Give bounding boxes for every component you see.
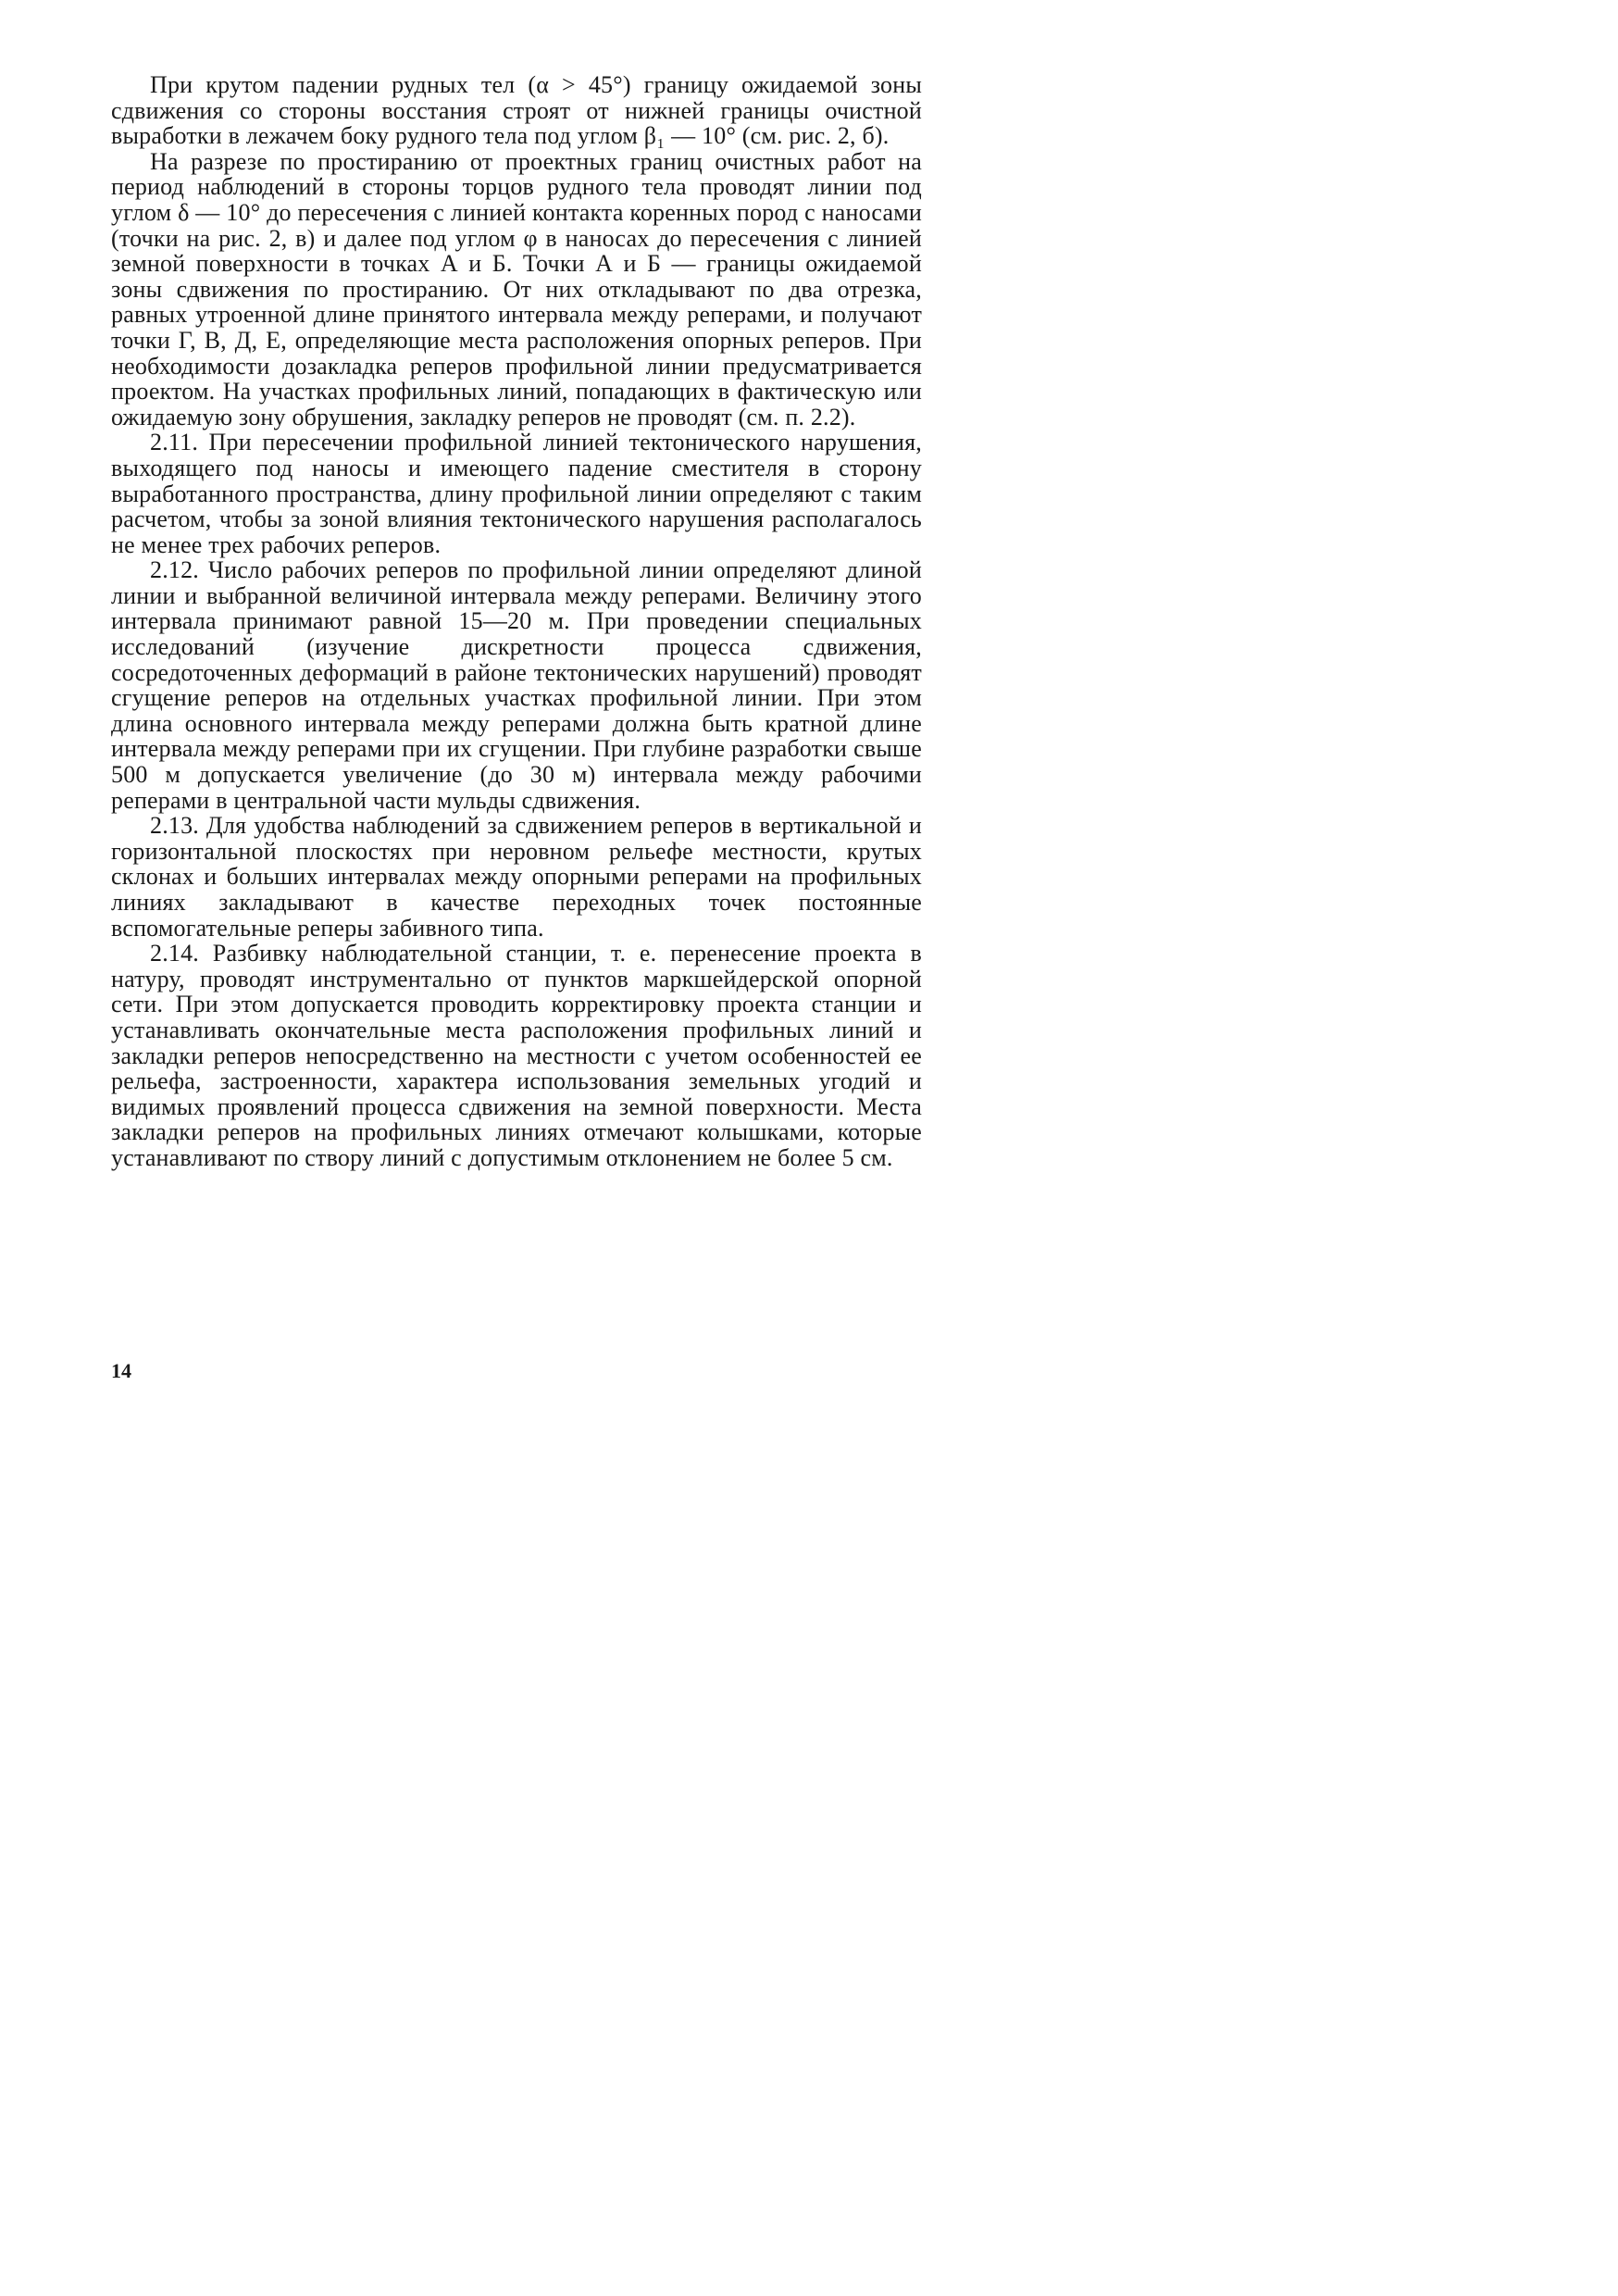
- paragraph-2-11: 2.11. При пересечении профильной линией тектонического нарушения, выходящего под наносы и имеющего падение сместителя в сторону выработанного пространства, длину профильной линии определяют с таким расчетом, чтобы за зоной влияния тектонического нарушения располагалось не менее трех рабочих реперов.: [111, 429, 922, 558]
- paragraph-2-12: 2.12. Число рабочих реперов по профильной линии определяют длиной линии и выбранной величиной интервала между реперами. Величину этого интервала принимают равной 15—20 м. При проведении специальных исследований (изучение дискретности процесса сдвижения, сосредоточенных деформаций в районе тектонических нарушений) проводят сгущение реперов на отдельных участках профильной линии. При этом длина основного интервала между реперами должна быть кратной длине интервала между реперами при их сгущении. При глубине разработки свыше 500 м допускается увеличение (до 30 м) интервала между рабочими реперами в центральной части мульды сдвижения.: [111, 556, 922, 814]
- paragraph-steep-dip: При крутом падении рудных тел (α > 45°) границу ожидаемой зоны сдвижения со стороны восстания строят от нижней границы очистной выработки в лежачем боку рудного тела под углом β₁ — 10° (см. рис. 2, б).: [111, 71, 922, 150]
- paragraph-2-14: 2.14. Разбивку наблюдательной станции, т. е. перенесение проекта в натуру, проводят инструментально от пунктов маркшейдерской опорной сети. При этом допускается проводить корректировку проекта станции и устанавливать окончательные места расположения профильных линий и закладки реперов непосредственно на местности с учетом особенностей ее рельефа, застроенности, характера использования земельных угодий и видимых проявлений процесса сдвижения на земной поверхности. Места закладки реперов на профильных линиях отмечают колышками, которые устанавливают по створу линий с допустимым отклонением не более 5 см.: [111, 940, 922, 1171]
- body-text: [111, 72, 922, 1171]
- document-page: [0, 0, 1018, 1444]
- paragraph-strike-section: На разрезе по простиранию от проектных границ очистных работ на период наблюдений в стороны торцов рудного тела проводят линии под углом δ — 10° до пересечения с линией контакта коренных пород с наносами (точки на рис. 2, в) и далее под углом φ в наносах до пересечения с линией земной поверхности в точках А и Б. Точки А и Б — границы ожидаемой зоны сдвижения по простиранию. От них откладывают по два отрезка, равных утроенной длине принятого интервала между реперами, и получают точки Г, В, Д, Е, определяющие места расположения опорных реперов. При необходимости дозакладка реперов профильной линии предусматривается проектом. На участках профильных линий, попадающих в фактическую или ожидаемую зону обрушения, закладку реперов не проводят (см. п. 2.2).: [111, 147, 922, 430]
- page-number: 14: [111, 1359, 131, 1382]
- paragraph-2-13: 2.13. Для удобства наблюдений за сдвижением реперов в вертикальной и горизонтальной плоскостях при неровном рельефе местности, крутых склонах и больших интервалах между опорными реперами на профильных линиях закладывают в качестве переходных точек постоянные вспомогательные реперы забивного типа.: [111, 812, 922, 942]
